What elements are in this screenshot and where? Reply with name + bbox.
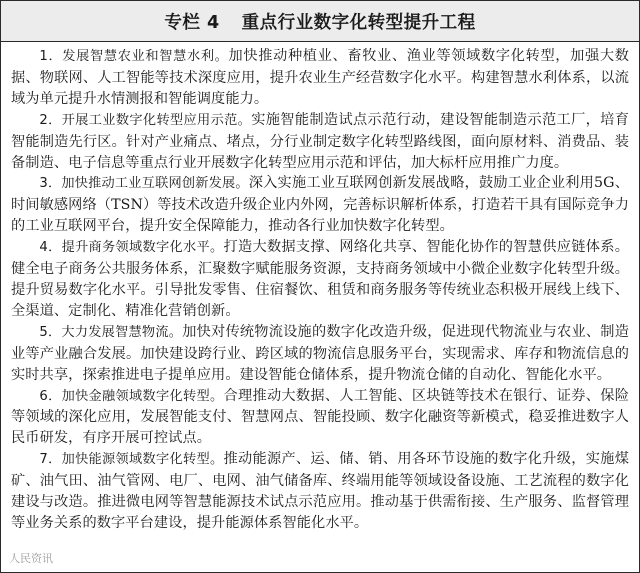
item-heading: 5．大力发展智慧物流。 [39, 324, 183, 340]
item-heading: 4．提升商务领域数字化水平。 [39, 240, 224, 256]
item-heading: 1．发展智慧农业和智慧水利。 [39, 49, 229, 64]
item-text: 打造大数据支撑、网络化共享、智能化协作的智慧供应链体系。健全电子商务公共服务体系，汇聚数字赋能服务资源，支持商务领域中小微企业数字化转型升级。提升贸易数字化水平。引导批发零售、住宿餐饮、租赁和商务服务等传统业态积极开展线上线下、全渠道、定制化、精准化营销创新。 [11, 239, 629, 319]
item-heading: 2．开展工业数字化转型应用示范。 [39, 112, 252, 128]
item-heading: 3．加快推动工业互联网创新发展。 [39, 176, 249, 192]
item-text: 深入实施工业互联网创新发展战略，鼓励工业企业利用5G、时间敏感网络（TSN）等技术改造升级企业内外网，完善标识解析体系，打造若干具有国际竞争力的工业互联网平台，提升安全保障能力，推动各行业加快数字化转型。 [11, 175, 629, 235]
item-commerce [11, 237, 629, 322]
watermark: 人民资讯 [9, 552, 53, 565]
item-industry [11, 110, 629, 174]
item-text: 实施智能制造试点示范行动，建设智能制造示范工厂，培育智能制造先行区。针对产业痛点、堵点，分行业制定数字化转型路线图，面向原材料、消费品、装备制造、电子信息等重点行业开展数字化转型应用示范和评估，加大标杆应用推广力度。 [11, 111, 629, 171]
item-heading: 7．加快能源领域数字化转型。 [39, 452, 224, 468]
item-text: 合理推动大数据、人工智能、区块链等技术在银行、证券、保险等领域的深化应用，发展智能支付、智慧网点、智能投顾、数字化融资等新模式，稳妥推进数字人民币研发，有序开展可控试点。 [11, 387, 629, 447]
item-logistics [11, 322, 629, 386]
item-industrial-internet [11, 173, 629, 237]
item-finance [11, 386, 629, 450]
item-text: 加快对传统物流设施的数字化改造升级，促进现代物流业与农业、制造业等产业融合发展。加快建设跨行业、跨区域的物流信息服务平台，实现需求、库存和物流信息的实时共享，探索推进电子提单应用。建设智能仓储体系，提升物流仓储的自动化、智能化水平。 [11, 323, 629, 383]
item-text: 推动能源产、运、储、销、用各环节设施的数字化升级，实施煤矿、油气田、油气管网、电厂、电网、油气储备库、终端用能等领域设备设施、工艺流程的数字化建设与改造。推进微电网等智慧能源技术试点示范应用。推动基于供需衔接、生产服务、监督管理等业务关系的数字平台建设，提升能源体系智能化水平。 [11, 451, 629, 531]
column-body [1, 42, 639, 534]
item-energy [11, 449, 629, 534]
item-text: 加快推动种植业、畜牧业、渔业等领域数字化转型，加强大数据、物联网、人工智能等技术深度应用，提升农业生产经营数字化水平。构建智慧水利体系，以流域为单元提升水情测报和智能调度能力。 [11, 48, 629, 107]
item-agriculture-water [11, 46, 629, 110]
column-label: 专栏 4 [164, 12, 220, 33]
column-title: 重点行业数字化转型提升工程 [241, 12, 476, 33]
column-header [1, 1, 639, 42]
item-heading: 6．加快金融领域数字化转型。 [39, 388, 224, 404]
